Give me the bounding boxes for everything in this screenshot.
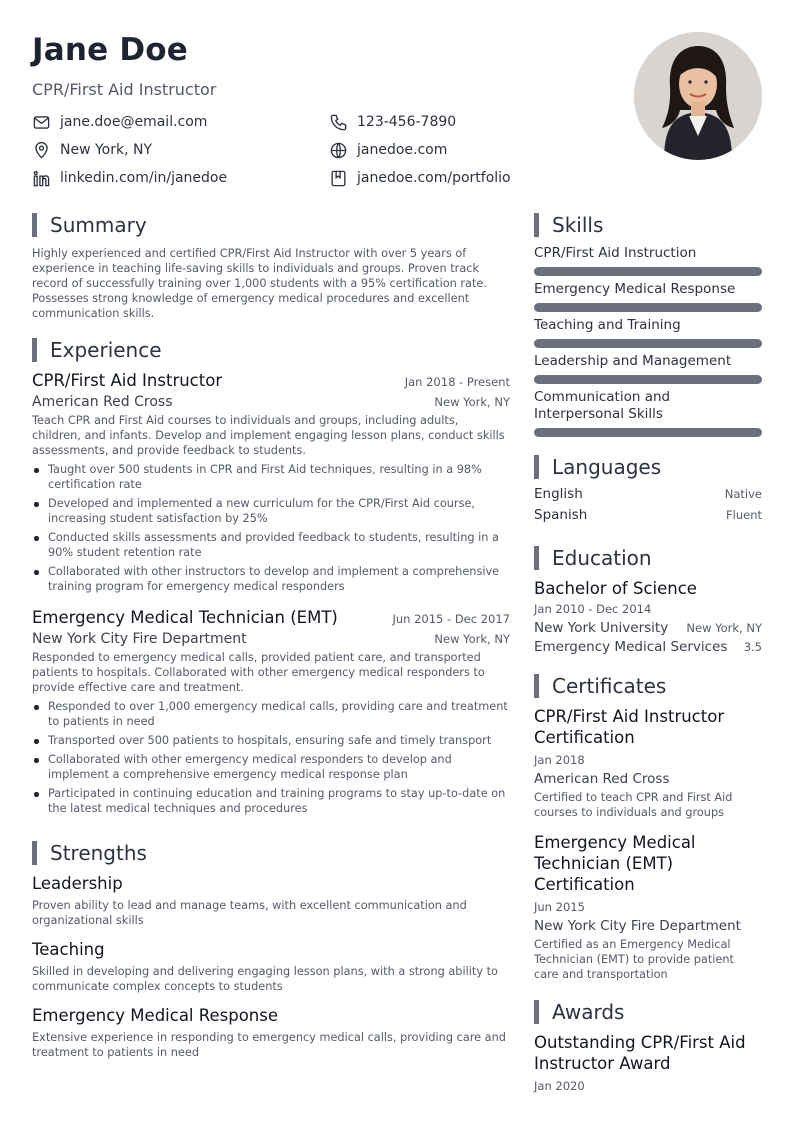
skill-level-bar bbox=[534, 428, 762, 437]
language-list bbox=[534, 486, 762, 528]
section-accent-bar bbox=[534, 546, 539, 570]
certificate-entry bbox=[534, 706, 762, 820]
job-bullets bbox=[32, 699, 510, 816]
contact-phone[interactable] bbox=[329, 112, 456, 132]
job-company: American Red Cross bbox=[32, 394, 173, 410]
skill-level-bar bbox=[534, 339, 762, 348]
website-text: janedoe.com bbox=[357, 142, 448, 158]
skill-name: Leadership and Management bbox=[534, 353, 732, 369]
job-location: New York, NY bbox=[434, 395, 510, 409]
left-column bbox=[32, 212, 510, 1060]
contact-website[interactable] bbox=[329, 140, 447, 160]
job-bullet: Taught over 500 students in CPR and First Aid techniques, resulting in a 98% certification rate bbox=[32, 462, 510, 492]
skill-item bbox=[534, 317, 762, 348]
contact-email[interactable] bbox=[32, 112, 207, 132]
profile-photo bbox=[634, 32, 762, 160]
awards-heading-text: Awards bbox=[552, 1000, 625, 1024]
education-field: Emergency Medical Services bbox=[534, 639, 728, 655]
education-heading bbox=[534, 545, 762, 571]
skill-level-bar bbox=[534, 303, 762, 312]
strength-title: Teaching bbox=[32, 940, 105, 959]
strength-text: Proven ability to lead and manage teams, with excellent communication and organizational skills bbox=[32, 899, 467, 927]
experience-heading bbox=[32, 337, 510, 363]
certificate-org: New York City Fire Department bbox=[534, 918, 741, 934]
job-date: Jun 2015 - Dec 2017 bbox=[392, 612, 510, 626]
right-column bbox=[534, 212, 762, 1093]
certificate-title: CPR/First Aid Instructor Certification bbox=[534, 707, 725, 747]
job-description: Responded to emergency medical calls, provided patient care, and transported patients to hospitals. Collaborated with other emergency medical responders to provide effective care and treatment. bbox=[32, 651, 485, 694]
language-item bbox=[534, 507, 762, 528]
summary-text: Highly experienced and certified CPR/First Aid Instructor with over 5 years of experience in teaching life-saving skills to individuals and groups. Proven track record of successfully training over 1,000 students with a 95% certification rate. Possesses strong knowledge of emergency medical procedures and excellent communication skills. bbox=[32, 247, 487, 320]
certificate-date: Jan 2018 bbox=[534, 753, 585, 767]
languages-heading-text: Languages bbox=[552, 455, 662, 479]
strength-title: Leadership bbox=[32, 874, 123, 893]
location-text: New York, NY bbox=[60, 142, 153, 158]
linkedin-text: linkedin.com/in/janedoe bbox=[60, 170, 228, 186]
job-bullet: Developed and implemented a new curriculum for the CPR/First Aid course, increasing student satisfaction by 25% bbox=[32, 496, 510, 526]
job-entry bbox=[32, 608, 510, 816]
location-pin-icon bbox=[32, 141, 51, 160]
skill-name: CPR/First Aid Instruction bbox=[534, 245, 697, 261]
language-level: Native bbox=[724, 487, 762, 501]
contact-portfolio[interactable] bbox=[329, 168, 511, 188]
strength-item bbox=[32, 940, 510, 994]
section-accent-bar bbox=[534, 674, 539, 698]
skill-name: Emergency Medical Response bbox=[534, 281, 736, 297]
education-location: New York, NY bbox=[686, 621, 762, 635]
email-text: jane.doe@email.com bbox=[60, 114, 208, 130]
summary-heading-text: Summary bbox=[50, 213, 147, 237]
linkedin-icon bbox=[32, 169, 51, 188]
job-location: New York, NY bbox=[434, 632, 510, 646]
strength-item bbox=[32, 1006, 510, 1060]
language-item bbox=[534, 486, 762, 507]
languages-heading bbox=[534, 454, 762, 480]
certificates-heading-text: Certificates bbox=[552, 674, 667, 698]
contact-location bbox=[32, 140, 152, 160]
mail-icon bbox=[32, 113, 51, 132]
strengths-heading-text: Strengths bbox=[50, 841, 147, 865]
candidate-title: CPR/First Aid Instructor bbox=[32, 80, 217, 99]
skill-item bbox=[534, 389, 762, 437]
strength-text: Skilled in developing and delivering engaging lesson plans, with a strong ability to communicate complex concepts to students bbox=[32, 965, 498, 993]
experience-heading-text: Experience bbox=[50, 338, 162, 362]
education-date: Jan 2010 - Dec 2014 bbox=[534, 602, 652, 616]
job-bullets bbox=[32, 462, 510, 594]
strength-text: Extensive experience in responding to emergency medical calls, providing care and treatment to patients in need bbox=[32, 1031, 506, 1059]
portfolio-bookmark-icon bbox=[329, 169, 348, 188]
certificate-text: Certified as an Emergency Medical Technician (EMT) to provide patient care and transportation bbox=[534, 938, 734, 981]
job-title: CPR/First Aid Instructor bbox=[32, 371, 223, 390]
certificate-entry bbox=[534, 832, 762, 982]
language-name: English bbox=[534, 486, 583, 502]
certificates-heading bbox=[534, 673, 762, 699]
education-school: New York University bbox=[534, 620, 669, 636]
section-accent-bar bbox=[32, 841, 37, 865]
certificate-text: Certified to teach CPR and First Aid courses to individuals and groups bbox=[534, 791, 733, 819]
skills-heading-text: Skills bbox=[552, 213, 604, 237]
skills-heading bbox=[534, 212, 762, 238]
phone-text: 123-456-7890 bbox=[357, 114, 457, 130]
job-bullet: Conducted skills assessments and provided feedback to students, resulting in a 90% student retention rate bbox=[32, 530, 510, 560]
award-entry bbox=[534, 1032, 762, 1093]
job-description: Teach CPR and First Aid courses to individuals and groups, including adults, children, and infants. Develop and implement engaging lesson plans, conduct skills assessments, and provide feedback to students. bbox=[32, 414, 505, 457]
job-bullet: Collaborated with other instructors to develop and implement a comprehensive training program for emergency medical responders bbox=[32, 564, 510, 594]
skill-name: Communication and Interpersonal Skills bbox=[534, 389, 671, 422]
contact-linkedin[interactable] bbox=[32, 168, 227, 188]
certificate-org: American Red Cross bbox=[534, 771, 670, 787]
strength-title: Emergency Medical Response bbox=[32, 1006, 279, 1025]
skill-item bbox=[534, 281, 762, 312]
job-title: Emergency Medical Technician (EMT) bbox=[32, 608, 338, 627]
education-heading-text: Education bbox=[552, 546, 652, 570]
candidate-name: Jane Doe bbox=[32, 32, 188, 68]
skill-level-bar bbox=[534, 375, 762, 384]
awards-heading bbox=[534, 999, 762, 1025]
section-accent-bar bbox=[32, 213, 37, 237]
education-entry bbox=[534, 579, 762, 655]
job-bullet: Collaborated with other emergency medical responders to develop and implement a comprehensive emergency medical response plan bbox=[32, 752, 510, 782]
phone-icon bbox=[329, 113, 348, 132]
job-bullet: Participated in continuing education and training programs to stay up-to-date on the latest medical techniques and procedures bbox=[32, 786, 510, 816]
job-company: New York City Fire Department bbox=[32, 631, 247, 647]
job-date: Jan 2018 - Present bbox=[404, 375, 510, 389]
strengths-heading bbox=[32, 840, 510, 866]
globe-icon bbox=[329, 141, 348, 160]
education-gpa: 3.5 bbox=[743, 640, 762, 654]
strength-item bbox=[32, 874, 510, 928]
language-level: Fluent bbox=[726, 508, 762, 522]
certificate-date: Jun 2015 bbox=[534, 900, 585, 914]
section-accent-bar bbox=[534, 1000, 539, 1024]
award-title: Outstanding CPR/First Aid Instructor Award bbox=[534, 1033, 746, 1073]
skill-name: Teaching and Training bbox=[534, 317, 681, 333]
resume-header bbox=[32, 30, 592, 186]
certificate-title: Emergency Medical Technician (EMT) Certification bbox=[534, 833, 696, 894]
skill-level-bar bbox=[534, 267, 762, 276]
language-name: Spanish bbox=[534, 507, 588, 523]
summary-heading bbox=[32, 212, 510, 238]
skill-item bbox=[534, 353, 762, 384]
skill-item bbox=[534, 245, 762, 276]
section-accent-bar bbox=[32, 338, 37, 362]
section-accent-bar bbox=[534, 213, 539, 237]
award-date: Jan 2020 bbox=[534, 1079, 585, 1093]
job-bullet: Transported over 500 patients to hospitals, ensuring safe and timely transport bbox=[32, 733, 510, 748]
portfolio-text: janedoe.com/portfolio bbox=[357, 170, 511, 186]
education-degree: Bachelor of Science bbox=[534, 579, 697, 598]
section-accent-bar bbox=[534, 455, 539, 479]
avatar-illustration bbox=[634, 32, 762, 160]
job-entry bbox=[32, 371, 510, 594]
job-bullet: Responded to over 1,000 emergency medical calls, providing care and treatment to patients in need bbox=[32, 699, 510, 729]
